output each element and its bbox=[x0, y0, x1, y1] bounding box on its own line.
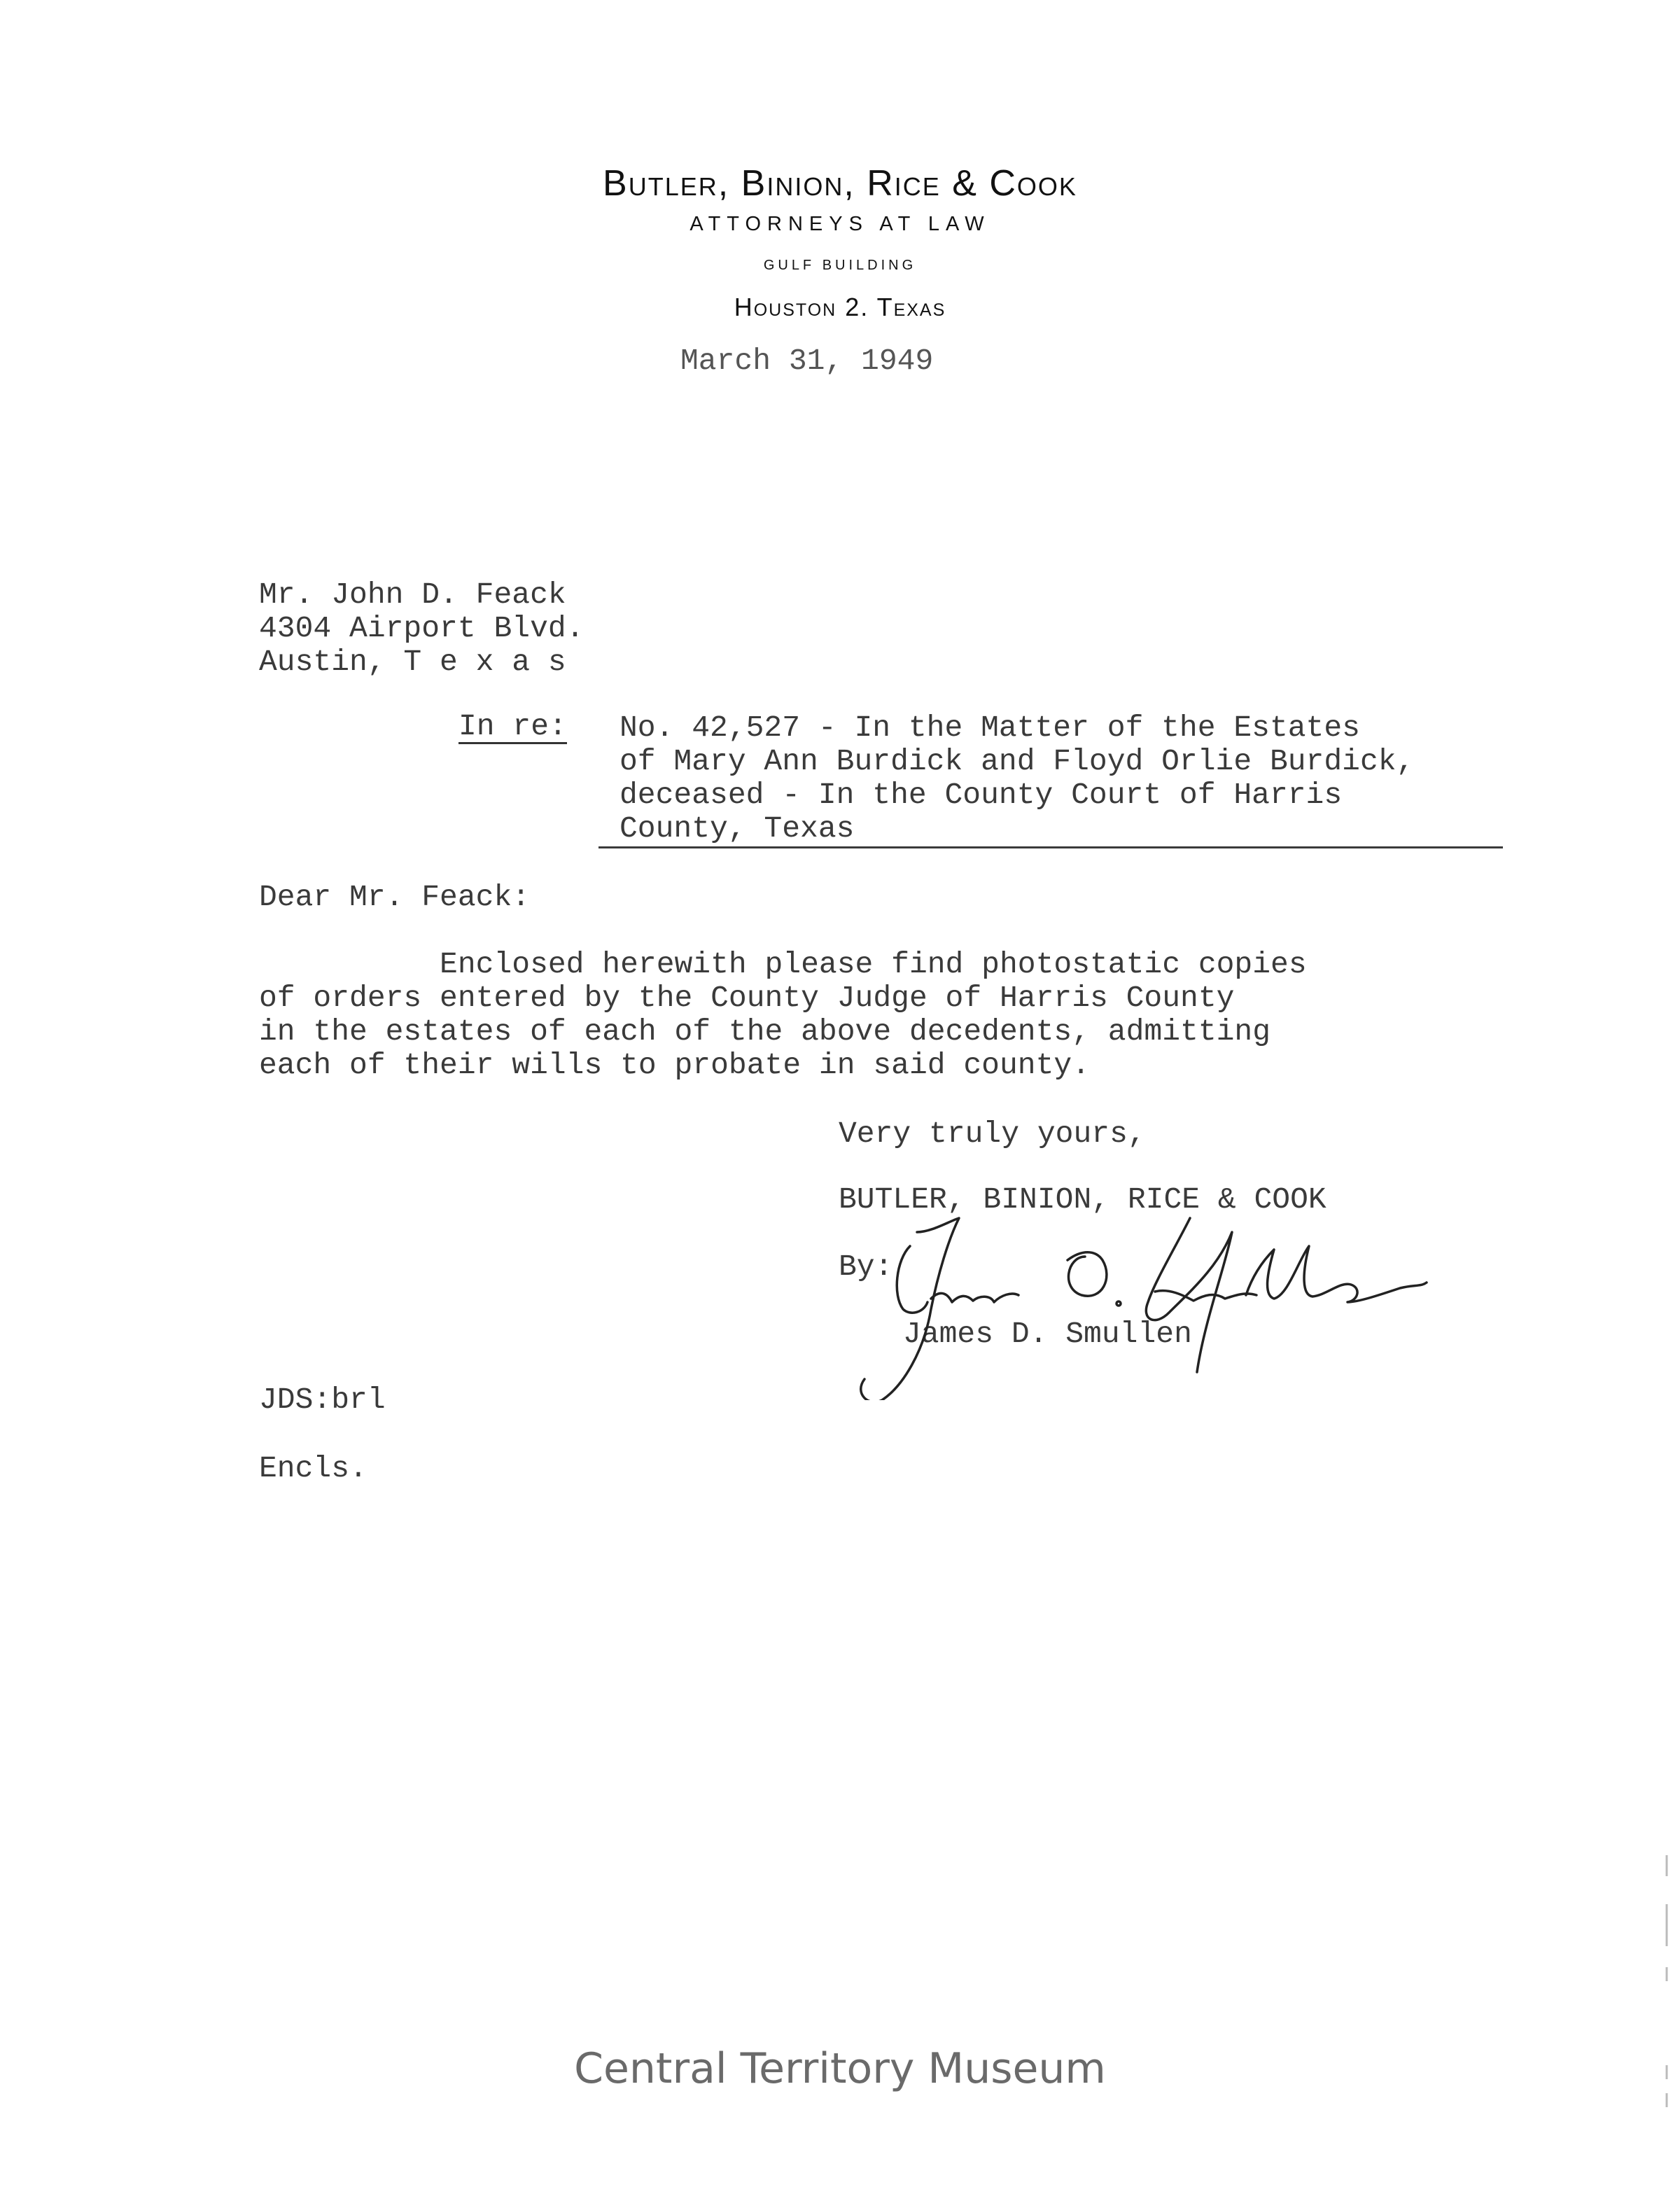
letterhead-firm-name: Butler, Binion, Rice & Cook bbox=[603, 163, 1077, 204]
in-re-line: deceased - In the County Court of Harris bbox=[620, 778, 1343, 812]
body-line: Enclosed herewith please find photostatic copies bbox=[259, 947, 1307, 981]
in-re-line: No. 42,527 - In the Matter of the Estates bbox=[620, 711, 1360, 745]
letterhead-building: GULF BUILDING bbox=[763, 258, 917, 273]
in-re-line: County, Texas bbox=[620, 811, 855, 846]
recipient-address bbox=[259, 578, 584, 679]
body-line: in the estates of each of the above decedents, admitting bbox=[259, 1014, 1271, 1049]
signatory-name: James D. Smullen bbox=[903, 1317, 1192, 1351]
by-label: By: bbox=[839, 1250, 893, 1284]
recipient-line: Austin, T e x a s bbox=[259, 645, 566, 679]
in-re-subject bbox=[620, 711, 1414, 846]
salutation: Dear Mr. Feack: bbox=[259, 880, 531, 914]
in-re-line: of Mary Ann Burdick and Floyd Orlie Burdick, bbox=[620, 744, 1415, 778]
body-paragraph bbox=[259, 948, 1307, 1082]
scan-edge-marks bbox=[1665, 1855, 1669, 2107]
museum-watermark: Central Territory Museum bbox=[574, 2044, 1106, 2093]
body-line: of orders entered by the County Judge of Harris County bbox=[259, 981, 1235, 1015]
letter-date: March 31, 1949 bbox=[680, 344, 934, 378]
enclosures-note: Encls. bbox=[259, 1451, 368, 1486]
letterhead-subtitle: ATTORNEYS AT LAW bbox=[690, 213, 990, 235]
closing-firm-name: BUTLER, BINION, RICE & COOK bbox=[839, 1182, 1326, 1217]
handwritten-signature bbox=[826, 1190, 1442, 1400]
recipient-line: Mr. John D. Feack bbox=[259, 578, 566, 612]
in-re-label: In re: bbox=[458, 709, 567, 743]
body-line: each of their wills to probate in said county. bbox=[259, 1048, 1090, 1082]
subject-underline bbox=[598, 846, 1503, 848]
recipient-line: 4304 Airport Blvd. bbox=[259, 611, 584, 645]
letterhead-city: Houston 2. Texas bbox=[734, 293, 946, 321]
valediction: Very truly yours, bbox=[839, 1117, 1146, 1151]
typist-initials: JDS:brl bbox=[259, 1383, 386, 1417]
